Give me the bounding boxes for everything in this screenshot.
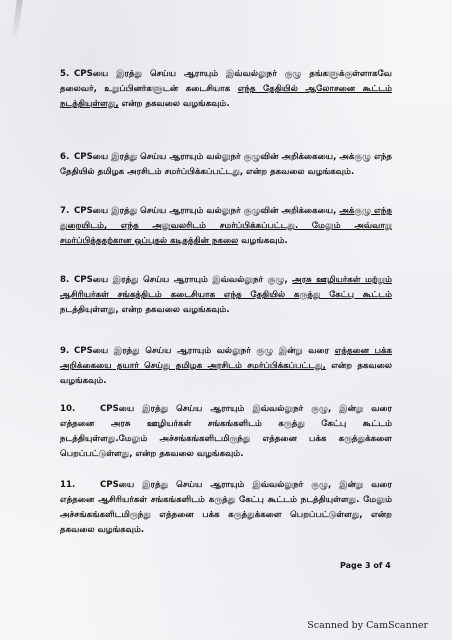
- underlined-text: எந்த தேதியில் ஆலோசனை கூட்டம் நடத்தியுள்ளது,: [60, 84, 392, 109]
- underlined-text: அரசு ஊழியர்கள் மற்றும் ஆசிரியர்கள் சங்கத்திடம் கடைசியாக எந்த தேதியில் கருத்து கேட்பு கூட்டம்: [60, 275, 392, 300]
- paragraph-number: 8.: [60, 275, 70, 285]
- paragraph-11: [60, 478, 392, 538]
- paragraph-text: CPSயை இரத்து செய்ய ஆராயும் வல்லுநர் குழு இன்று வரை: [74, 346, 335, 356]
- paragraph-number: 6.: [60, 152, 70, 162]
- paragraph-8: [60, 273, 392, 318]
- paragraph-number: 10.: [60, 404, 76, 414]
- paragraph-10: [60, 402, 392, 462]
- paragraph-text: CPSயை இரத்து செய்ய ஆராயும் இவ்வல்லுநர் குழு, இன்று வரை எத்தனை அரசு ஊழியர்கள் சங்கங்களிடம் கருத்து கேட்பு கூட்டம் நடத்தியுள்ளது.மேலும் அச்சங்கங்களிடமிருந்து எத்தனை பக்க கருத்துக்களை பெறப்பட்டுள்ளது, என்ற தகவலை வழங்கவும்.: [60, 404, 392, 459]
- paragraph-text: CPSயை இரத்து செய்ய ஆராயும் இவ்வல்லுநர் குழு, இன்று வரை எத்தனை ஆசிரியர்கள் சங்கங்களிடம் கருத்து கேட்பு கூட்டம் நடத்தியுள்ளது. மேலும் அச்சங்கங்களிடமிருந்து எத்தனை பக்க கருத்துக்களை பெறப்பட்டுள்ளது, என்ற தகவலை வழங்கவும்.: [60, 480, 392, 535]
- paragraph-7: [60, 204, 392, 249]
- paragraph-text: என்ற தகவலை வழங்கவும்.: [60, 361, 392, 386]
- paragraph-number: 7.: [60, 206, 70, 216]
- paragraph-number: 9.: [60, 346, 70, 356]
- scanner-watermark: Scanned by CamScanner: [307, 620, 428, 631]
- page-number: Page 3 of 4: [340, 561, 391, 570]
- underlined-text: எத்தனை பக்க அறிக்கையை தயார் செய்து தமிழக அரசிடம் சமர்ப்பிக்கப்பட்டது,: [60, 346, 393, 371]
- scan-edge-mark: [11, 0, 23, 40]
- paragraph-5: [60, 67, 392, 112]
- paragraph-9: [60, 344, 392, 389]
- paragraph-6: [60, 150, 392, 180]
- paragraph-text: CPSயை இரத்து செய்ய ஆராயும் வல்லுநர் குழுவின் அறிக்கையை,: [74, 206, 340, 216]
- paragraph-text: நடத்தியுள்ளது, என்ற தகவலை வழங்கவும்.: [60, 305, 230, 315]
- paragraph-text: CPSயை இரத்து செய்ய ஆராயும் இவ்வல்லுநர் குழு,: [74, 275, 293, 285]
- paragraph-text: CPSயை இரத்து செய்ய ஆராயும் இவ்வல்லுநர் குழு தங்களுக்குள்ளாகவே தலைவர், உறுப்பினர்களுடன் கடைசியாக: [60, 69, 392, 94]
- paragraph-text: CPSயை இரத்து செய்ய ஆராயும் வல்லுநர் குழுவின் அறிக்கையை, அக்குழு எந்த தேதியில் தமிழக அரசிடம் சமர்ப்பிக்கப்பட்டது, என்ற தகவலை வழங்கவும்.: [60, 152, 392, 177]
- paragraph-number: 5.: [60, 69, 70, 79]
- paragraph-number: 11.: [60, 480, 76, 490]
- paragraph-text: என்ற தகவலை வழங்கவும்.: [118, 99, 230, 109]
- paragraph-text: வழங்கவும்.: [238, 236, 288, 246]
- underlined-text: அக்குழு எந்த துறையிடம், எந்த அலுவலரிடம் சமர்ப்பிக்கப்பட்டது. மேலும் அவ்வாறு சமர்ப்பித்ததற்கான ஒப்புதல் கடிதத்தின் நகலை: [60, 206, 392, 246]
